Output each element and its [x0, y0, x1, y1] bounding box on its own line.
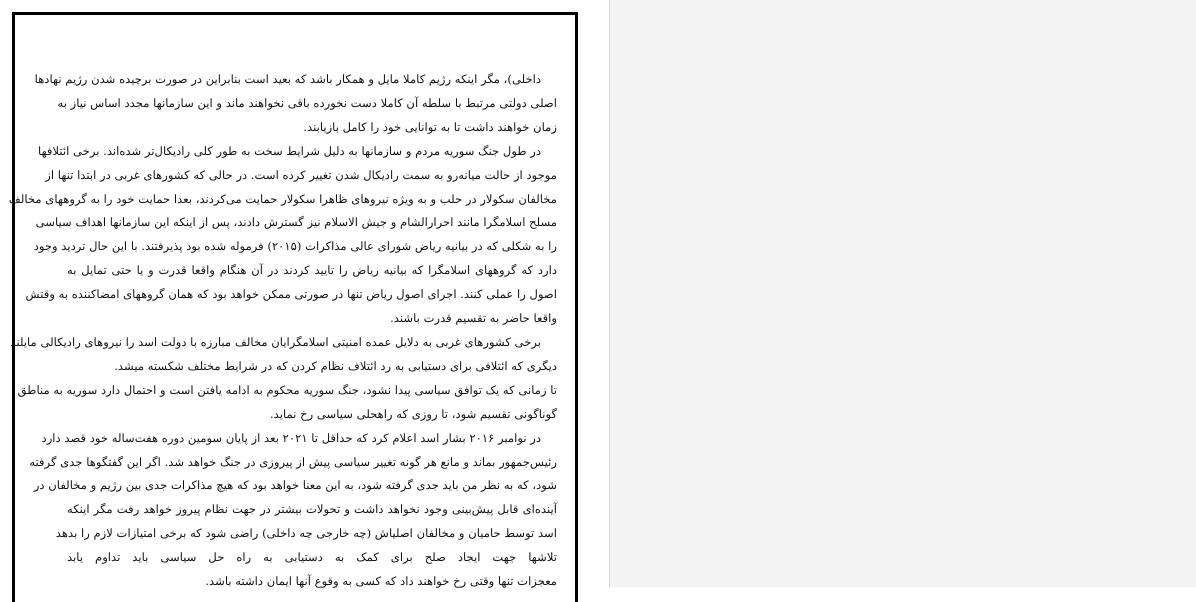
text-line: اسد توسط حامیان و مخالفان اصلیاش (چه خارجی چه داخلی) راضی شود که برخی امتیازات لازم را بدهد: [55, 526, 557, 541]
text-line: مخالفان سکولار در حلب و به ویژه نیروهای ظاهرا سکولار حمایت می‌کردند، بعدا حمایت خود را به گروههای مخالف: [8, 191, 557, 206]
text-line: واقعا حاضر به تقسیم قدرت باشند.: [390, 311, 557, 326]
text-line: دیگری که ائتلافی برای دستیابی به رد ائتلاف نظام کردن که در شرایط مختلف شکسته میشد.: [114, 358, 557, 373]
text-line: موجود از حالت میانه‌رو به سمت رادیکال شدن تغییر کرده است. در حالی که کشورهای غربی در ابتدا تنها از: [45, 167, 557, 182]
text-line: مسلح اسلامگرا مانند احرارالشام و جیش الاسلام نیز گسترش دادند، پس از اینکه این سازمانها اهداف سیاسی: [35, 215, 557, 230]
text-line: برخی کشورهای غربی به دلایل عمده امنیتی اسلامگرایان مخالف مبارزه با دولت اسد را نیروهای رادیکالی مایلند: [10, 334, 541, 349]
document-viewer-pane: [0, 0, 609, 587]
text-line: دارد که گروههای اسلامگرا که بیانیه ریاض را تایید کردند در آن هنگام واقعا قدرت و یا حتی تمایل به: [67, 263, 557, 278]
text-line: زمان خواهند داشت تا به توانایی خود را کامل بازیابند.: [303, 119, 557, 134]
text-line: تا زمانی که یک توافق سیاسی پیدا نشود، جنگ سوریه محکوم به ادامه یافتن است و احتمال دارد سوریه به مناطق: [17, 382, 557, 397]
text-line: را به شکلی که در بیانیه ریاض شورای عالی مذاکرات (۲۰۱۵) فرموله شده بود پذیرفتند. با این حال تردید وجود: [33, 239, 557, 254]
text-line: اصلی دولتی مرتبط با سلطه آن کاملا دست نخورده باقی نخواهند ماند و این سازمانها مجدد اساس نیاز به: [57, 95, 557, 110]
text-line: آینده‌ای قابل پیش‌بینی وجود نخواهد داشت و تحولات بیشتر در جهت نظام پیروز خواهد رفت مگر اینکه: [67, 502, 557, 517]
document-page: [8, 12, 578, 602]
text-line: معجزات تنها وقتی رخ خواهند داد که کسی به وقوع آنها ایمان داشته باشد.: [205, 574, 557, 589]
text-line: اصول را عملی کنند. اجرای اصول ریاض تنها در صورتی ممکن خواهد بود که همان گروههای امضاکننده به وقتش: [25, 287, 557, 302]
empty-right-pane: [610, 0, 1196, 587]
text-line: تلاشها جهت ایجاد صلح برای کمک به دستیابی به راه حل سیاسی باید تداوم یابد: [67, 550, 557, 565]
document-body-text: [8, 68, 557, 594]
text-line: در نوامبر ۲۰۱۶ بشار اسد اعلام کرد که حداقل تا ۲۰۲۱ بعد از پایان سومین دوره هفت‌ساله خود قصد دارد: [41, 430, 541, 445]
text-line: شود، که به نظر من باید جدی گرفته شود، به این معنا خواهد بود که هیچ مذاکرات جدی بین رژیم و مخالفان در: [33, 478, 557, 493]
text-line: گوناگونی تقسیم شود، تا روزی که راهحلی سیاسی رخ نماید.: [269, 406, 557, 421]
text-line: داخلی)، مگر اینکه رژیم کاملا مایل و همکار باشد که بعید است بنابراین در صورت برچیده شدن رژیم نهادها: [34, 72, 541, 86]
text-line: در طول جنگ سوریه مردم و سازمانها به دلیل شرایط سخت به طور کلی رادیکال‌تر شده‌اند. برخی ائتلافها: [38, 143, 541, 158]
text-line: رئیس‌جمهور بماند و مانع هر گونه تغییر سیاسی پیش از پیروزی در جنگ خواهد شد. اگر این گفتگوها جدی گرفته: [29, 454, 557, 469]
